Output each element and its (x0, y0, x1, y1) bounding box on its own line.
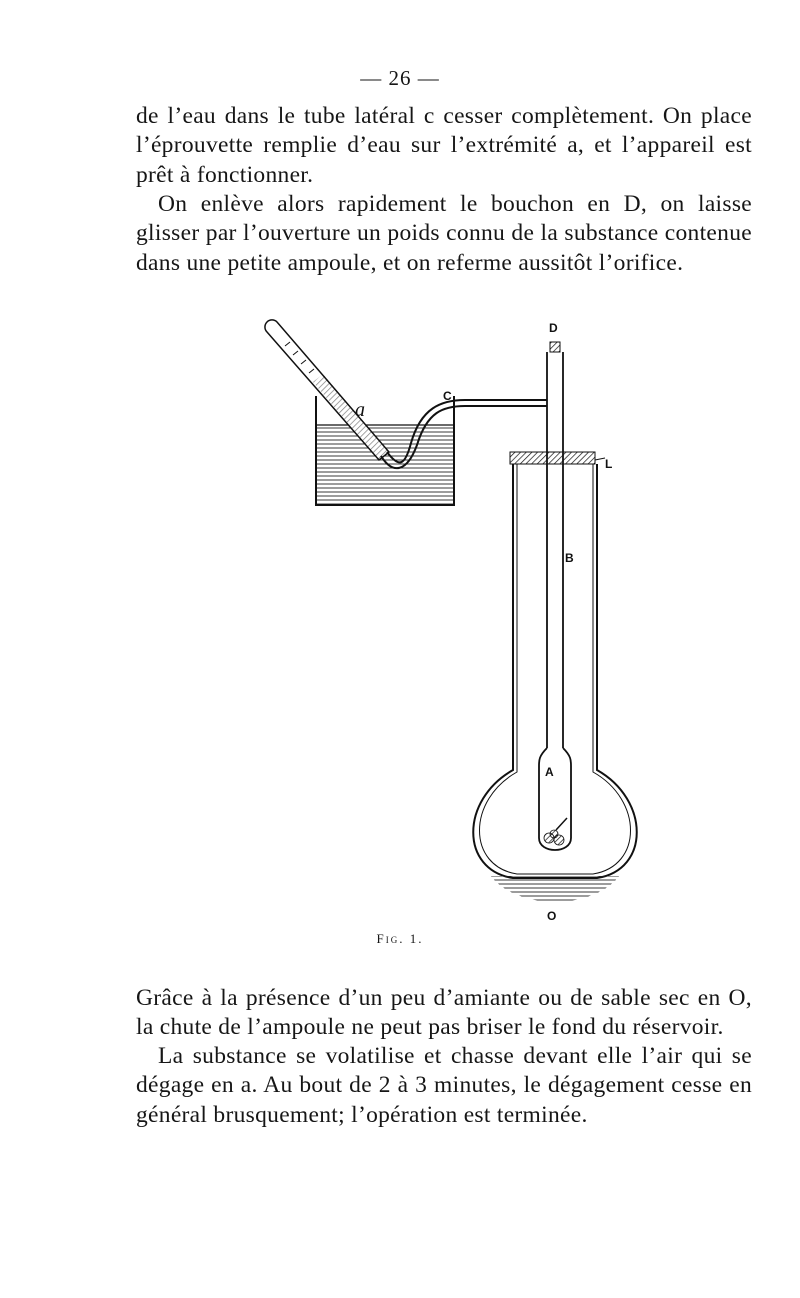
ampoule-a (539, 766, 571, 850)
label-b: B (565, 551, 574, 565)
label-a: A (545, 765, 554, 779)
figure-caption: Fig. 1. (376, 931, 424, 946)
label-d: D (549, 321, 558, 335)
label-l: L (605, 457, 613, 471)
paragraph-2: On enlève alors rapidement le bouchon en D, on laisse glisser par l’ouverture un poids connu de la substance contenue dans une petite ampoule, et on referme aussitôt l’orifice. (136, 191, 752, 276)
label-o: O (547, 909, 557, 923)
paragraph-3: Grâce à la présence d’un peu d’amiante ou de sable sec en O, la chute de l’ampoule ne peut pas briser le fond du réservoir. (136, 985, 752, 1041)
label-a-small: a (355, 399, 365, 421)
apparatus-figure (255, 310, 655, 930)
label-c: C (443, 389, 452, 403)
paragraph-1: de l’eau dans le tube latéral c cesser complètement. On place l’éprouvette remplie d’eau sur l’extrémité a, et l’appareil est prêt à fonctionner. (136, 103, 752, 188)
page-number: — 26 — (360, 66, 440, 90)
paragraph-4: La substance se volatilise et chasse devant elle l’air qui se dégage en a. Au bout de 2 à 3 minutes, le dégagement cesse en général brusquement; l’opération est terminée. (136, 1043, 752, 1128)
